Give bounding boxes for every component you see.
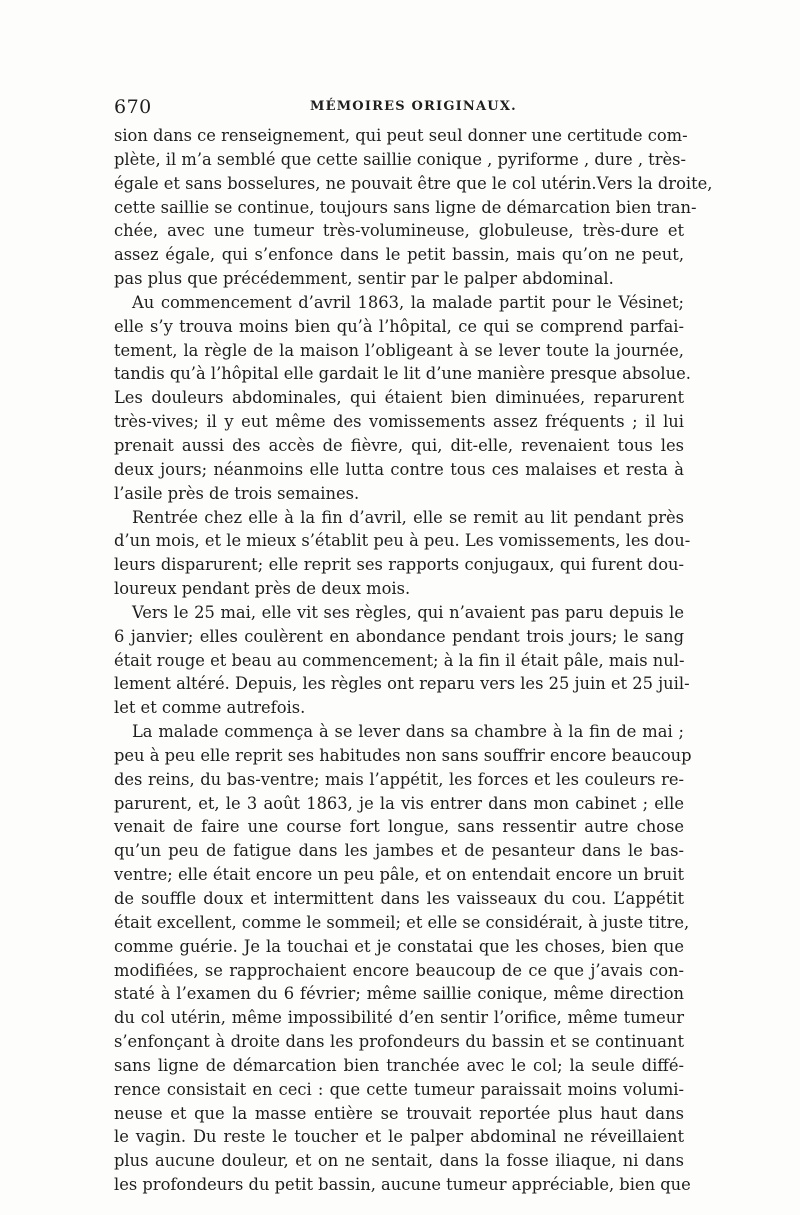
paragraph <box>114 291 691 506</box>
text-line: 6 janvier; elles coulèrent en abondance pendant trois jours; le sang <box>114 626 684 646</box>
page-number: 670 <box>114 96 152 118</box>
text-line: Au commencement d’avril 1863, la malade partit pour le Vésinet; <box>132 292 684 312</box>
text-line: plus aucune douleur, et on ne sentait, dans la fosse iliaque, ni dans <box>114 1151 684 1171</box>
text-line: lement altéré. Depuis, les règles ont reparu vers les 25 juin et 25 juil- <box>114 674 690 694</box>
text-line: staté à l’examen du 6 février; même saillie conique, même direction <box>114 984 684 1004</box>
text-line: le vagin. Du reste le toucher et le palper abdominal ne réveillaient <box>114 1127 684 1147</box>
text-line: ventre; elle était encore un peu pâle, et on entendait encore un bruit <box>114 865 684 885</box>
text-line: tandis qu’à l’hôpital elle gardait le lit d’une manière presque absolue. <box>114 364 691 384</box>
text-line: tement, la règle de la maison l’obligeant à se lever toute la journée, <box>114 340 684 360</box>
paragraph <box>114 506 691 601</box>
text-line: était rouge et beau au commencement; à la fin il était pâle, mais nul- <box>114 650 685 670</box>
text-line: était excellent, comme le sommeil; et elle se considérait, à juste titre, <box>114 912 690 932</box>
text-line: s’enfonçant à droite dans les profondeurs du bassin et se continuant <box>114 1032 684 1052</box>
text-line: pas plus que précédemment, sentir par le palper abdominal. <box>114 269 614 289</box>
text-line: deux jours; néanmoins elle lutta contre tous ces malaises et resta à <box>114 459 684 479</box>
text-line: Rentrée chez elle à la fin d’avril, elle se remit au lit pendant près <box>132 507 684 527</box>
running-head <box>114 96 684 120</box>
text-line: cette saillie se continue, toujours sans ligne de démarcation bien tran- <box>114 197 697 217</box>
text-line: comme guérie. Je la touchai et je constatai que les choses, bien que <box>114 936 684 956</box>
text-line: neuse et que la masse entière se trouvait reportée plus haut dans <box>114 1103 684 1123</box>
text-line: très-vives; il y eut même des vomissements assez fréquents ; il lui <box>114 412 684 432</box>
text-line: sans ligne de démarcation bien tranchée avec le col; la seule diffé- <box>114 1055 684 1075</box>
text-line: du col utérin, même impossibilité d’en sentir l’orifice, même tumeur <box>114 1008 684 1028</box>
text-line: leurs disparurent; elle reprit ses rapports conjugaux, qui furent dou- <box>114 555 684 575</box>
text-line: plète, il m’a semblé que cette saillie conique , pyriforme , dure , très- <box>114 149 686 169</box>
text-line: La malade commença à se lever dans sa chambre à la fin de mai ; <box>132 722 684 742</box>
text-line: l’asile près de trois semaines. <box>114 483 360 503</box>
text-line: peu à peu elle reprit ses habitudes non sans souffrir encore beaucoup <box>114 745 692 765</box>
text-line: Vers le 25 mai, elle vit ses règles, qui n’avaient pas paru depuis le <box>132 602 684 622</box>
text-line: sion dans ce renseignement, qui peut seul donner une certitude com- <box>114 126 688 145</box>
text-line: les profondeurs du petit bassin, aucune tumeur appréciable, bien que <box>114 1175 691 1195</box>
running-title: MÉMOIRES ORIGINAUX. <box>310 99 517 114</box>
text-line: prenait aussi des accès de fièvre, qui, dit-elle, revenaient tous les <box>114 435 684 455</box>
text-line: Les douleurs abdominales, qui étaient bien diminuées, reparurent <box>114 388 684 408</box>
text-line: chée, avec une tumeur très-volumineuse, globuleuse, très-dure et <box>114 221 684 241</box>
body-text <box>114 124 713 1197</box>
text-line: elle s’y trouva moins bien qu’à l’hôpital, ce qui se comprend parfai- <box>114 316 684 336</box>
text-line: des reins, du bas-ventre; mais l’appétit, les forces et les couleurs re- <box>114 769 684 789</box>
text-line: loureux pendant près de deux mois. <box>114 579 411 599</box>
text-line: qu’un peu de fatigue dans les jambes et de pesanteur dans le bas- <box>114 841 684 861</box>
paragraph <box>114 601 690 720</box>
text-line: venait de faire une course fort longue, sans ressentir autre chose <box>114 817 684 837</box>
paragraph <box>114 124 713 291</box>
text-line: de souffle doux et intermittent dans les vaisseaux du cou. L’appétit <box>114 889 684 908</box>
paragraph <box>114 720 692 1197</box>
text-line: rence consistait en ceci : que cette tumeur paraissait moins volumi- <box>114 1079 684 1099</box>
text-line: modifiées, se rapprochaient encore beaucoup de ce que j’avais con- <box>114 960 684 980</box>
text-line: assez égale, qui s’enfonce dans le petit bassin, mais qu’on ne peut, <box>114 245 684 265</box>
text-line: parurent, et, le 3 août 1863, je la vis entrer dans mon cabinet ; elle <box>114 793 684 813</box>
text-line: égale et sans bosselures, ne pouvait être que le col utérin.Vers la droite, <box>114 173 713 193</box>
text-line: let et comme autrefois. <box>114 698 306 718</box>
text-line: d’un mois, et le mieux s’établit peu à peu. Les vomissements, les dou- <box>114 531 691 551</box>
